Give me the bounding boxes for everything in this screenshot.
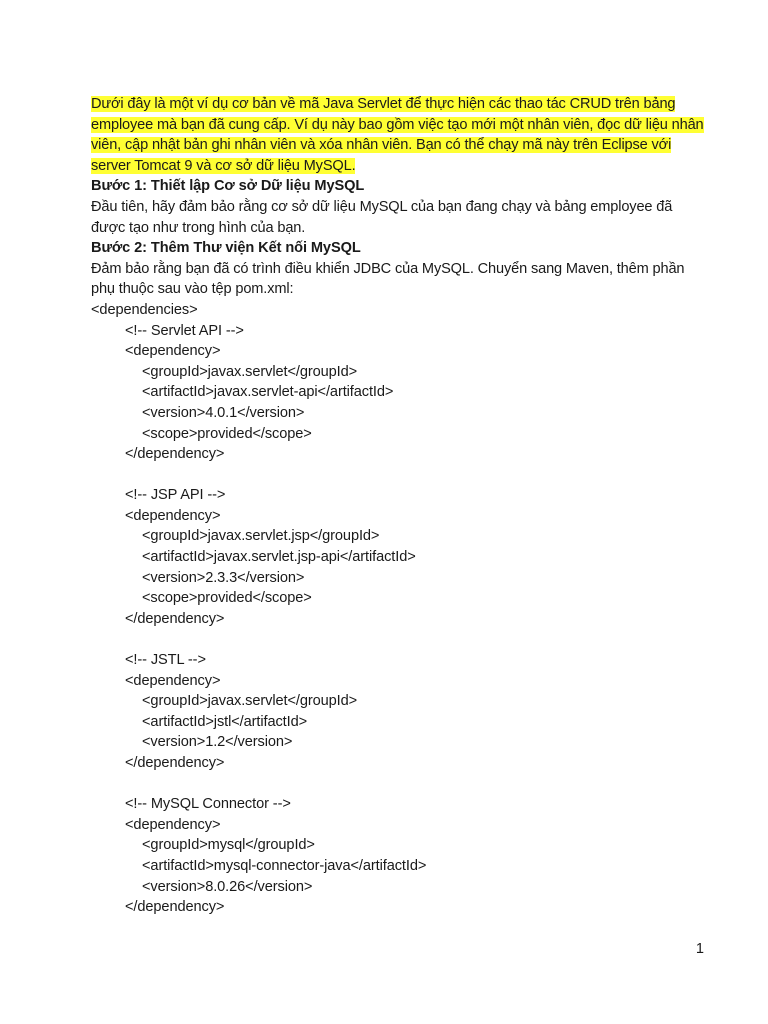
- code-blank-line: [91, 774, 705, 795]
- code-line: <!-- MySQL Connector -->: [125, 796, 291, 813]
- code-line: <artifactId>jstl</artifactId>: [142, 713, 308, 730]
- intro-paragraph: [91, 94, 705, 176]
- code-line: <version>1.2</version>: [142, 734, 293, 751]
- code-blank-line: [91, 629, 705, 650]
- code-line: <dependencies>: [91, 301, 198, 318]
- code-line: </dependency>: [125, 899, 225, 916]
- code-line: <version>2.3.3</version>: [142, 569, 305, 586]
- pom-xml-code-block: [91, 300, 705, 918]
- code-line: <version>8.0.26</version>: [142, 878, 313, 895]
- step1-heading: Bước 1: Thiết lập Cơ sở Dữ liệu MySQL: [91, 178, 365, 195]
- document-body: [91, 94, 705, 918]
- code-line: </dependency>: [125, 446, 225, 463]
- code-line: <artifactId>javax.servlet.jsp-api</artifactId>: [142, 549, 416, 566]
- code-line: <dependency>: [125, 343, 221, 360]
- code-line: <scope>provided</scope>: [142, 425, 312, 442]
- intro-highlighted-text: Dưới đây là một ví dụ cơ bản về mã Java Servlet để thực hiện các thao tác CRUD trên bảng employee mà bạn đã cung cấp. Ví dụ này bao gồm việc tạo mới một nhân viên, đọc dữ liệu nhân viên, cập nhật bản ghi nhân viên và xóa nhân viên. Bạn có thể chạy mã này trên Eclipse với server Tomcat 9 và cơ sở dữ liệu MySQL.: [91, 96, 704, 174]
- code-line: <dependency>: [125, 816, 221, 833]
- step1-paragraph: Đầu tiên, hãy đảm bảo rằng cơ sở dữ liệu MySQL của bạn đang chạy và bảng employee đã được tạo như trong hình của bạn.: [91, 198, 673, 236]
- code-line: </dependency>: [125, 755, 225, 771]
- step2-paragraph: Đảm bảo rằng bạn đã có trình điều khiển JDBC của MySQL. Chuyển sang Maven, thêm phần phụ thuộc sau vào tệp pom.xml:: [91, 260, 685, 298]
- code-line: <!-- Servlet API -->: [125, 322, 244, 339]
- code-line: <!-- JSTL -->: [125, 652, 206, 669]
- code-line: <version>4.0.1</version>: [142, 404, 305, 421]
- step2-heading: Bước 2: Thêm Thư viện Kết nối MySQL: [91, 240, 361, 257]
- code-line: <dependency>: [125, 507, 221, 524]
- code-line: <groupId>javax.servlet</groupId>: [142, 363, 358, 380]
- code-line: <scope>provided</scope>: [142, 590, 312, 607]
- code-line: <groupId>javax.servlet.jsp</groupId>: [142, 528, 380, 545]
- code-line: </dependency>: [125, 610, 225, 627]
- page-number: 1: [695, 941, 704, 957]
- code-line: <artifactId>mysql-connector-java</artifactId>: [142, 857, 427, 874]
- code-line: <artifactId>javax.servlet-api</artifactId>: [142, 384, 394, 401]
- code-blank-line: [91, 465, 705, 486]
- code-line: <dependency>: [125, 672, 221, 689]
- code-line: <groupId>javax.servlet</groupId>: [142, 693, 358, 710]
- code-line: <groupId>mysql</groupId>: [142, 837, 315, 854]
- code-line: <!-- JSP API -->: [125, 487, 226, 504]
